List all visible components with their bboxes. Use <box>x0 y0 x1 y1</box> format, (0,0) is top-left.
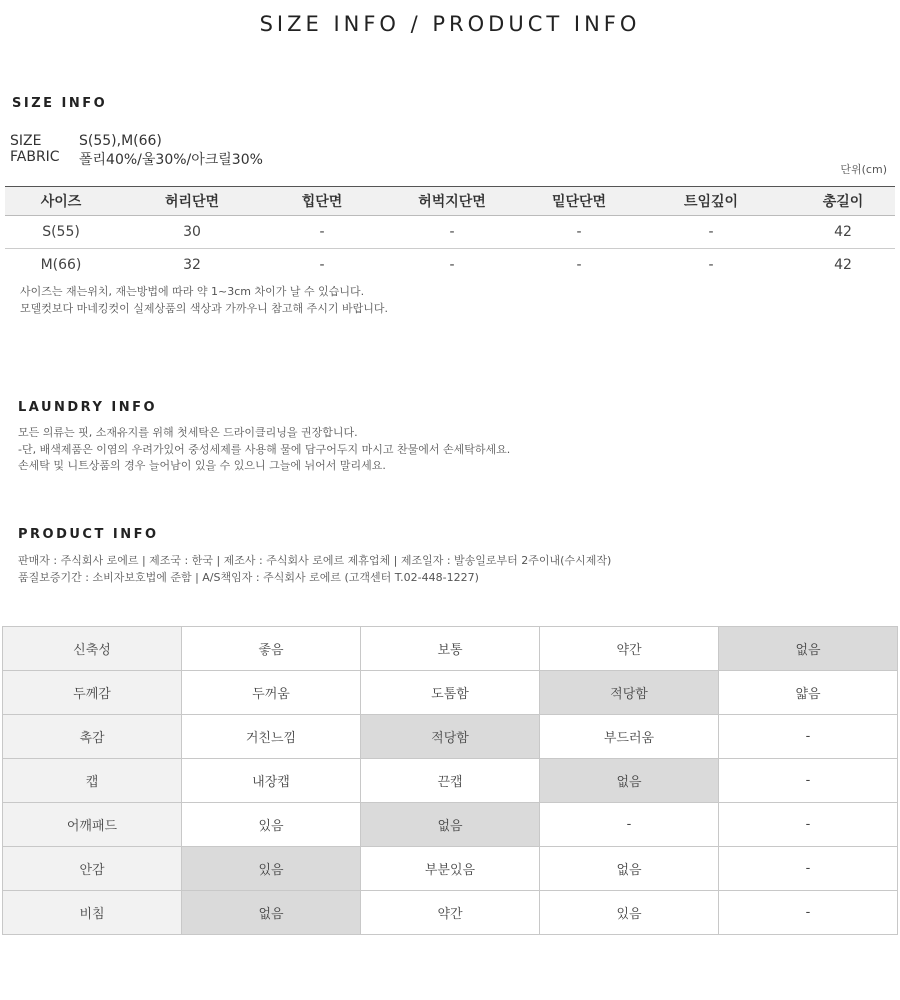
table-cell: S(55) <box>5 216 117 249</box>
attribute-option: - <box>540 803 719 847</box>
table-cell: - <box>377 216 527 249</box>
attribute-option-selected: 적당함 <box>540 671 719 715</box>
note-line: 모델컷보다 마네킹컷이 실제상품의 색상과 가까우니 참고해 주시기 바랍니다. <box>20 301 389 315</box>
size-key: SIZE <box>10 133 42 149</box>
size-spec <box>10 133 162 149</box>
attribute-row <box>3 759 898 803</box>
attribute-option: - <box>719 803 898 847</box>
page-title: SIZE INFO / PRODUCT INFO <box>259 12 641 36</box>
fabric-value: 폴리40%/울30%/아크릴30% <box>79 152 263 168</box>
fabric-key: FABRIC <box>10 149 60 165</box>
attribute-option-selected: 없음 <box>182 891 361 935</box>
attribute-option: 두꺼움 <box>182 671 361 715</box>
size-table-header <box>5 187 895 216</box>
attribute-label: 비침 <box>3 891 182 935</box>
size-info-heading: SIZE INFO <box>12 96 108 111</box>
attribute-option: 없음 <box>540 847 719 891</box>
attribute-option-selected: 없음 <box>540 759 719 803</box>
col-header: 힙단면 <box>267 187 377 216</box>
table-cell: 32 <box>183 257 201 273</box>
attribute-option: 거친느낌 <box>182 715 361 759</box>
attribute-option: - <box>719 715 898 759</box>
table-cell: - <box>527 216 631 249</box>
attribute-option-selected: 적당함 <box>361 715 540 759</box>
attribute-option: 내장캡 <box>182 759 361 803</box>
attribute-option: 약간 <box>361 891 540 935</box>
table-cell: M(66) <box>40 257 82 273</box>
col-header: 허리단면 <box>117 187 267 216</box>
attribute-label: 신축성 <box>3 627 182 671</box>
attribute-option: 있음 <box>540 891 719 935</box>
laundry-info-heading: LAUNDRY INFO <box>18 400 158 415</box>
col-header: 허벅지단면 <box>377 187 527 216</box>
attribute-option: 부분있음 <box>361 847 540 891</box>
table-cell: - <box>576 257 582 273</box>
attribute-label: 캡 <box>3 759 182 803</box>
unit-label: 단위(cm) <box>840 163 887 176</box>
table-cell: 42 <box>834 257 852 273</box>
note-line: 판매자 : 주식회사 로에르 | 제조국 : 한국 | 제조사 : 주식회사 로에르 제휴업체 | 제조일자 : 발송일로부터 2주이내(수시제작) <box>18 554 612 567</box>
col-header: 총길이 <box>791 187 895 216</box>
attribute-label: 두께감 <box>3 671 182 715</box>
col-header: 사이즈 <box>5 187 117 216</box>
attribute-option: 얇음 <box>719 671 898 715</box>
attribute-option: - <box>719 891 898 935</box>
attribute-option: 부드러움 <box>540 715 719 759</box>
attribute-option: 끈캡 <box>361 759 540 803</box>
col-header: 밑단단면 <box>527 187 631 216</box>
table-cell: - <box>708 257 714 273</box>
product-notes <box>18 553 611 586</box>
note-line: 손세탁 및 니트상품의 경우 늘어남이 있을 수 있으니 그늘에 뉘어서 말리세요. <box>18 459 386 472</box>
attribute-option: 약간 <box>540 627 719 671</box>
table-cell: - <box>449 257 455 273</box>
attribute-option-selected: 없음 <box>361 803 540 847</box>
attribute-label: 어깨패드 <box>3 803 182 847</box>
attribute-row <box>3 847 898 891</box>
attribute-option: 보통 <box>361 627 540 671</box>
attribute-row <box>3 627 898 671</box>
table-cell: - <box>267 216 377 249</box>
attribute-option: 좋음 <box>182 627 361 671</box>
size-table <box>5 186 895 281</box>
attribute-option: - <box>719 759 898 803</box>
attribute-option-selected: 없음 <box>719 627 898 671</box>
product-info-heading: PRODUCT INFO <box>18 527 159 542</box>
attribute-option: 도톰함 <box>361 671 540 715</box>
table-row <box>5 249 895 282</box>
table-cell: - <box>631 216 791 249</box>
attribute-option: - <box>719 847 898 891</box>
laundry-notes <box>18 425 510 475</box>
attribute-option-selected: 있음 <box>182 847 361 891</box>
size-value: S(55),M(66) <box>79 133 162 149</box>
attribute-row <box>3 803 898 847</box>
note-line: -단, 배색제품은 이염의 우려가있어 중성세제를 사용해 물에 담구어두지 마시고 찬물에서 손세탁하세요. <box>18 442 511 456</box>
attribute-label: 안감 <box>3 847 182 891</box>
attribute-row <box>3 891 898 935</box>
table-cell: 42 <box>791 216 895 249</box>
attribute-row <box>3 671 898 715</box>
attribute-option: 있음 <box>182 803 361 847</box>
note-line: 품질보증기간 : 소비자보호법에 준함 | A/S책임자 : 주식회사 로에르 (고객센터 T.02-448-1227) <box>18 570 479 584</box>
table-row <box>5 216 895 249</box>
attribute-label: 촉감 <box>3 715 182 759</box>
note-line: 사이즈는 재는위치, 재는방법에 따라 약 1~3cm 차이가 날 수 있습니다. <box>20 285 365 298</box>
attribute-row <box>3 715 898 759</box>
table-cell: - <box>319 257 325 273</box>
table-cell: 30 <box>117 216 267 249</box>
note-line: 모든 의류는 핏, 소재유지를 위해 첫세탁은 드라이클리닝을 권장합니다. <box>18 426 358 439</box>
fabric-spec <box>10 149 263 169</box>
size-notes <box>20 284 388 317</box>
product-attributes-table <box>2 626 898 935</box>
col-header: 트임깊이 <box>631 187 791 216</box>
